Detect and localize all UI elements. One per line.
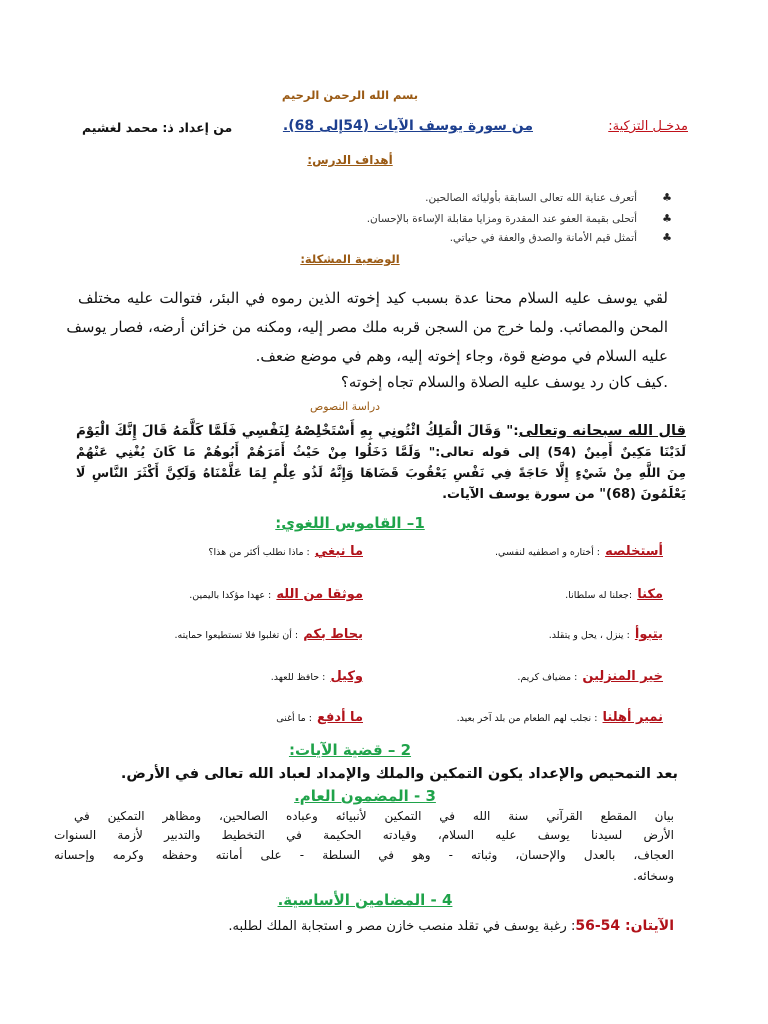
quran-line: يَعْلَمُونَ (68)" من سورة يوسف الآيات. xyxy=(442,487,686,502)
main-contents-title: 4 - المضامين الأساسية. xyxy=(277,891,453,909)
quran-line: قال الله سبحانه وتعالى:" وَقَالَ الْمَلِكُ ائْتُونِي بِهِ أَسْتَخْلِصْهُ لِنَفْسِي فَلَمَّا كَلَّمَهُ قَالَ إِنَّكَ الْيَوْمَ xyxy=(76,423,686,439)
author: من إعداد ذ: محمد لغشيم xyxy=(82,120,233,135)
content-line: العجاف، بالعدل والإحسان، وثباته - وهو في السلطة - على أمانته وحفظه وكرمه وإحسانه xyxy=(54,848,674,862)
dictionary-entry: أستخلصه : أختاره و اصطفيه لنفسي. xyxy=(495,544,663,559)
objective-item: ♣ أتمثل قيم الأمانة والصدق والعفة في حياتي. xyxy=(449,231,672,244)
issue-title: 2 – قضية الآيات: xyxy=(288,741,412,759)
problem-line: عليه السلام في موضع قوة، وجاء إخوته إليه، وهم في موضع ضعف. xyxy=(255,347,668,365)
dictionary-entry: نمير أهلنا : نجلب لهم الطعام من بلد آخر بعيد. xyxy=(456,710,663,725)
basmala: بسم الله الرحمن الرحيم xyxy=(281,88,419,102)
content-line: وسخائه. xyxy=(633,869,674,883)
quran-line: لَدَيْنَا مَكِينٌ أَمِينٌ (54) إلى قوله تعالى:" وَلَمَّا دَخَلُوا مِنْ حَيْثُ أَمَرَهُمْ أَبُوهُمْ مَا كَانَ يُغْنِي عَنْهُمْ xyxy=(76,444,686,459)
general-content-title: 3 - المضمون العام. xyxy=(294,787,436,805)
dictionary-entry: موثقا من الله : عهدا مؤكدا باليمين. xyxy=(189,587,363,602)
dictionary-entry: يتبوأ : ينزل ، يحل و يتقلد. xyxy=(548,627,663,642)
intro-label: مدخـل التزكية: xyxy=(608,119,688,134)
content-line: بيان المقطع القرآني سنة الله في التمكين لأنبيائه وعباده الصالحين، ومظاهر التمكين في xyxy=(74,809,674,823)
objective-item: ♣ أتحلى بقيمة العفو عند المقدرة ومزايا مقابلة الإساءة بالإحسان. xyxy=(366,212,672,225)
club-icon: ♣ xyxy=(662,212,672,225)
club-icon: ♣ xyxy=(662,191,672,204)
quran-intro: قال الله سبحانه وتعالى xyxy=(518,423,686,439)
objective-item: ♣ أتعرف عناية الله تعالى السابقة بأوليائه الصالحين. xyxy=(425,191,672,204)
verse-label: الآيتان: 54-56 xyxy=(575,918,674,934)
dictionary-entry: وكيل : حافظ للعهد. xyxy=(270,669,363,684)
dictionary-entry: ما أدفع : ما أغنى xyxy=(276,710,363,725)
texts-title: دراسة النصوص xyxy=(309,400,381,413)
problem-line: المحن والمصائب. ولما خرج من السجن قربه ملك مصر إليه، ومكنه من خزائن أرضه، فصار يوسف xyxy=(66,318,668,336)
problem-title: الوضعية المشكلة: xyxy=(300,252,400,266)
objectives-title: أهداف الدرس: xyxy=(307,153,393,167)
dictionary-entry: خير المنزلين : مضياف كريم. xyxy=(517,669,663,684)
dictionary-entry: مكنا :جعلنا له سلطانا. xyxy=(565,587,663,602)
problem-line: .كيف كان رد يوسف عليه الصلاة والسلام تجاه إخوته؟ xyxy=(340,373,668,391)
dictionary-entry: يحاط بكم : أن تغلبوا فلا تستطيعوا حمايته. xyxy=(174,627,363,642)
surah-range: من سورة يوسف الآيات (54إلى 68). xyxy=(282,118,533,134)
issue-text: بعد التمحيص والإعداد يكون التمكين والملك والإمداد لعباد الله تعالى في الأرض. xyxy=(120,766,678,782)
problem-line: لقي يوسف عليه السلام محنا عدة بسبب كيد إخوته الذين رموه في البئر، فتوالت عليه مختلف xyxy=(78,289,668,307)
verse-content: الآيتان: 54-56: رغبة يوسف في تقلد منصب خازن مصر و استجابة الملك لطلبه. xyxy=(228,918,674,934)
content-line: الأرض لسيدنا يوسف عليه السلام، وقيادته الحكيمة في التخطيط والتدبير لأزمة السنوات xyxy=(54,828,674,842)
club-icon: ♣ xyxy=(662,231,672,244)
quran-line: مِنَ اللَّهِ مِنْ شَيْءٍ إِلَّا حَاجَةً فِي نَفْسِ يَعْقُوبَ قَضَاهَا وَإِنَّهُ لَذُو عِلْمٍ لِمَا عَلَّمْنَاهُ وَلَكِنَّ أَكْثَرَ النَّاسِ لَا xyxy=(76,465,686,480)
dictionary-title: 1– القاموس اللغوي: xyxy=(275,514,425,532)
dictionary-entry: ما نبغي : ماذا نطلب أكثر من هذا؟ xyxy=(208,544,363,559)
